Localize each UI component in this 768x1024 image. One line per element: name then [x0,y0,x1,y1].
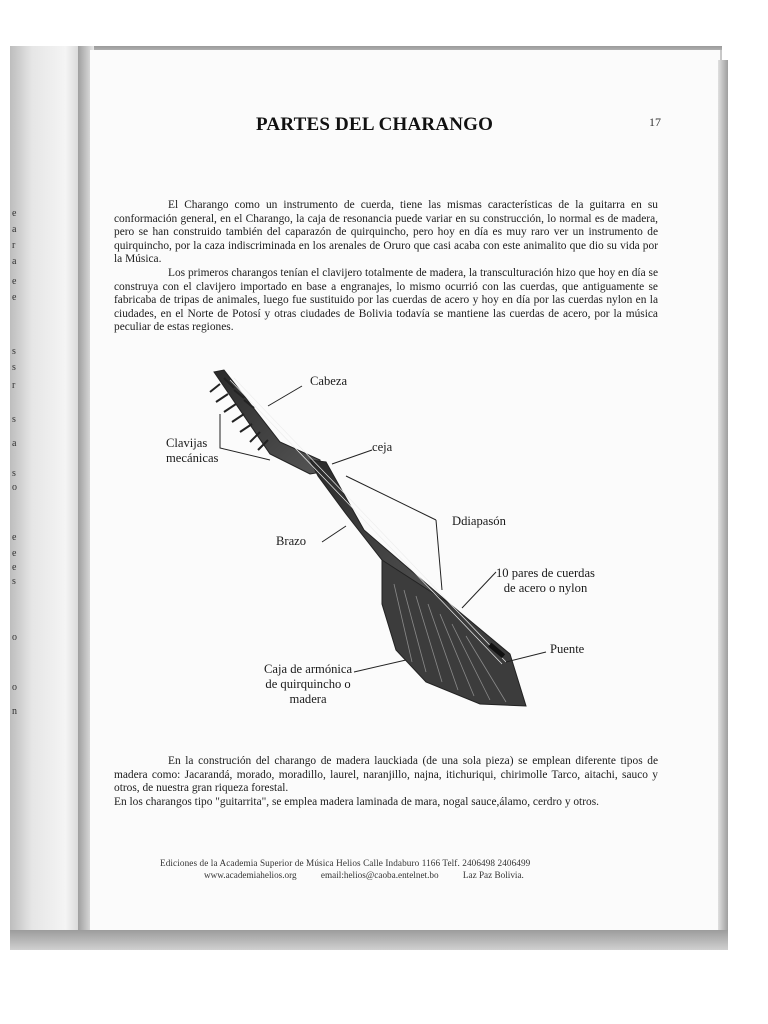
scan-bottom-shadow [10,930,728,950]
facing-page-edge [10,46,84,932]
label-cuerdas-line: 10 pares de cuerdas [496,566,595,580]
facing-page-fragment: e [12,208,17,219]
label-ceja: ceja [372,440,393,454]
facing-page-fragment: a [12,224,17,235]
facing-page-fragment: e [12,276,17,287]
label-caja [264,662,352,707]
charango-illustration [150,364,620,724]
facing-page-fragment: s [12,362,16,373]
publisher-footer: Ediciones de la Academia Superior de Música Helios Calle Indaburo 1166 Telf. 2406498 2406499 [160,858,531,868]
facing-page-fragment: s [12,346,16,357]
construction-paragraph: En la construción del charango de madera lauckiada (de una sola pieza) se emplean diferente tipos de madera como: Jacarandá, morado, moradillo, laurel, naranjillo, najna, itichuriqui, chirimolle Tarco, aitachi, sauco y otros, de nuestra gran riqueza forestal. [114,755,658,795]
email-text: email:helios@caoba.entelnet.bo [320,870,439,880]
facing-page-fragment: o [12,632,17,643]
facing-page-fragment: e [12,292,17,303]
construction-paragraph: En los charangos tipo "guitarrita", se emplea madera laminada de mara, nogal sauce,álamo, cerdro y otros. [114,795,599,808]
charango-diagram [150,364,620,724]
label-cabeza: Cabeza [310,374,348,388]
intro-text-block [114,199,658,335]
facing-page-fragment: e [12,562,17,573]
label-puente: Puente [550,642,585,656]
city-text: Laz Paz Bolivia. [462,870,524,880]
label-clavijas [166,436,218,466]
facing-page-fragment: o [12,482,17,493]
facing-page-fragment: e [12,532,17,543]
facing-page-fragment: s [12,414,16,425]
label-brazo: Brazo [276,534,307,548]
label-clavijas-line: Clavijas [166,436,208,450]
construction-text-block [114,755,658,809]
website-text: www.academiahelios.org [204,870,297,880]
facing-page-fragment: n [12,706,17,717]
label-diapason: Ddiapasón [452,514,506,528]
label-caja-line: Caja de armónica [264,662,353,676]
facing-page-fragment: s [12,468,16,479]
page-number: 17 [649,115,661,129]
page-title: PARTES DEL CHARANGO [256,114,494,135]
facing-page-fragment: r [12,240,16,251]
label-clavijas-line: mecánicas [166,451,219,465]
facing-page-fragment: r [12,380,16,391]
label-cuerdas [496,566,595,596]
intro-paragraph: Los primeros charangos tenían el clavijero totalmente de madera, la transculturación hizo que hoy en día se construya con el clavijero importado en base a engranajes, lo mismo ocurrió con las cuerdas, que antiguamente se fabricaba de tripas de animales, luego fue sustituido por las cuerdas de acero y hoy en día por las cuerdas nylon en la ciudades, en el Norte de Potosí y otras ciudades de Bolivia todavía se mantiene las cuerdas de acero, por la música peculiar de estas regiones. [114,266,658,334]
label-caja-line: de quirquincho o [265,677,351,691]
page-right-edge [718,60,728,930]
label-cuerdas-line: de acero o nylon [503,581,588,595]
facing-page-fragment: s [12,576,16,587]
intro-paragraph: El Charango como un instrumento de cuerda, tiene las mismas características de la guitarra en su conformación general, en el Charango, la caja de resonancia puede variar en su construcción, lo normal es de madera, pero se han construido también del caparazón de quirquincho, pero hoy en día es muy raro ver un instrumento de quirquincho, por la caza indiscriminada en los arenales de Oruro que casi acaba con este animalito que dio su vida por la Música. [114,199,658,266]
facing-page-fragment: a [12,256,17,267]
facing-page-fragment: a [12,438,17,449]
facing-page-fragment: o [12,682,17,693]
label-caja-line: madera [289,692,327,706]
facing-page-fragment: e [12,548,17,559]
contact-footer [204,870,546,880]
